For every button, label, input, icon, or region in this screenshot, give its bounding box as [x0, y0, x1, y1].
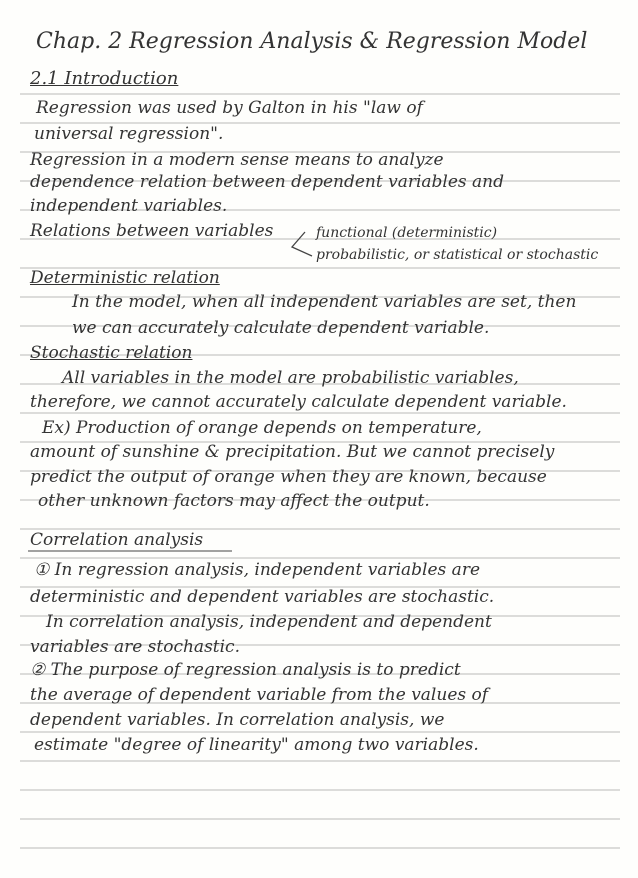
intro-line: dependence relation between dependent variables and: [30, 172, 504, 192]
deterministic-line: In the model, when all independent variables are set, then: [72, 292, 577, 312]
deterministic-heading: Deterministic relation: [30, 268, 220, 288]
stochastic-heading: Stochastic relation: [30, 343, 193, 363]
correlation-line: the average of dependent variable from the values of: [30, 685, 489, 705]
intro-line: Regression in a modern sense means to analyze: [30, 150, 444, 170]
intro-line: Regression was used by Galton in his "law of: [36, 98, 423, 118]
stochastic-line: Ex) Production of orange depends on temperature,: [42, 418, 482, 438]
relations-label: Relations between variables: [30, 221, 274, 241]
stochastic-line: other unknown factors may affect the output.: [38, 491, 430, 511]
correlation-line: In correlation analysis, independent and dependent: [46, 612, 492, 632]
correlation-line: ① In regression analysis, independent variables are: [34, 560, 481, 580]
intro-line: universal regression".: [34, 124, 224, 144]
page-title: Chap. 2 Regression Analysis & Regression Model: [36, 29, 588, 54]
intro-heading: 2.1 Introduction: [30, 68, 179, 89]
stochastic-line: therefore, we cannot accurately calculate dependent variable.: [30, 392, 567, 412]
correlation-heading: Correlation analysis: [30, 530, 204, 550]
correlation-line: variables are stochastic.: [30, 637, 240, 657]
correlation-line: dependent variables. In correlation analysis, we: [30, 710, 445, 730]
stochastic-line: amount of sunshine & precipitation. But we cannot precisely: [30, 442, 555, 462]
stochastic-line: All variables in the model are probabilistic variables,: [62, 368, 519, 388]
intro-line: independent variables.: [30, 196, 228, 216]
stochastic-line: predict the output of orange when they are known, because: [30, 467, 547, 487]
relations-branch-functional: functional (deterministic): [316, 225, 498, 241]
correlation-line: deterministic and dependent variables are stochastic.: [30, 587, 495, 607]
correlation-line: estimate "degree of linearity" among two variables.: [34, 735, 479, 755]
correlation-line: ② The purpose of regression analysis is to predict: [30, 660, 461, 680]
deterministic-line: we can accurately calculate dependent variable.: [72, 318, 490, 338]
relations-branch-probabilistic: probabilistic, or statistical or stochastic: [316, 247, 599, 263]
